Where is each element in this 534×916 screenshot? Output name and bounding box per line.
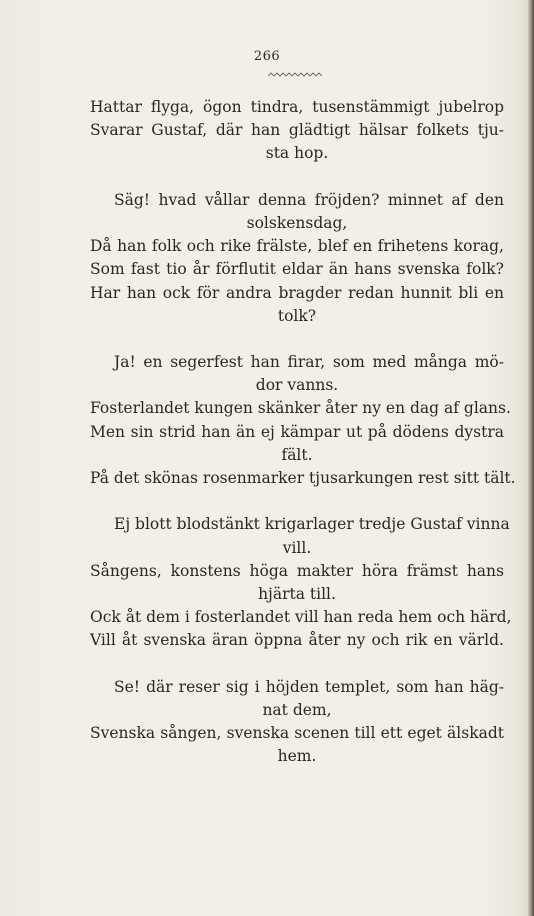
poem-line: Ej blott blodstänkt krigarlager tredje Gustaf vinna <box>114 515 510 534</box>
poem-line: Som fast tio år förflutit eldar än hans svenska folk? <box>90 260 504 279</box>
poem-line: Då han folk och rike frälste, blef en frihetens korag, <box>90 237 504 256</box>
poem-line: Men sin strid han än ej kämpar ut på dödens dystra <box>90 422 504 441</box>
poem-line: dor vanns. <box>255 376 339 395</box>
poem-body <box>90 96 516 768</box>
poem-line: Svenska sången, svenska scenen till ett eget älskadt <box>90 724 504 743</box>
poem-line: Svarar Gustaf, där han glädtigt hälsar folkets tju- <box>90 121 504 140</box>
poem-line: Hattar flyga, ögon tindra, tusenstämmigt jubelrop <box>90 98 504 116</box>
poem-line: På det skönas rosenmarker tjusarkungen rest sitt tält. <box>90 469 516 487</box>
poem-line: Säg! hvad vållar denna fröjden? minnet af den <box>114 190 504 209</box>
poem-line: hem. <box>277 747 317 766</box>
poem-line: hjärta till. <box>258 584 336 603</box>
poem-line: sta hop. <box>265 144 329 163</box>
poem-line: vill. <box>282 538 312 557</box>
poem-line: Ock åt dem i fosterlandet vill han reda hem och härd, <box>90 608 512 627</box>
poem-line: Ja! en segerfest han firar, som med många mö- <box>114 353 504 372</box>
poem-line: fält. <box>281 445 313 464</box>
poem-line: tolk? <box>277 306 317 325</box>
poem-line: nat dem, <box>262 700 332 719</box>
poem-line: Vill åt svenska äran öppna åter ny och rik en värld. <box>90 631 504 650</box>
poem-line: Har han ock för andra bragder redan hunnit bli en <box>90 283 504 302</box>
stanza-gap <box>90 166 504 189</box>
page-number: 266 <box>253 49 281 64</box>
page-edge-shadow <box>528 0 534 916</box>
stanza-gap <box>90 328 504 351</box>
poem-line: solskensdag, <box>246 213 348 232</box>
ornament-divider <box>268 71 322 81</box>
poem-line: Se! där reser sig i höjden templet, som han häg- <box>114 677 504 696</box>
stanza-gap <box>90 490 504 513</box>
poem-line: Fosterlandet kungen skänker åter ny en dag af glans. <box>90 399 511 418</box>
poem-line: Sångens, konstens höga makter höra främst hans <box>90 561 504 580</box>
stanza-gap <box>90 653 504 676</box>
